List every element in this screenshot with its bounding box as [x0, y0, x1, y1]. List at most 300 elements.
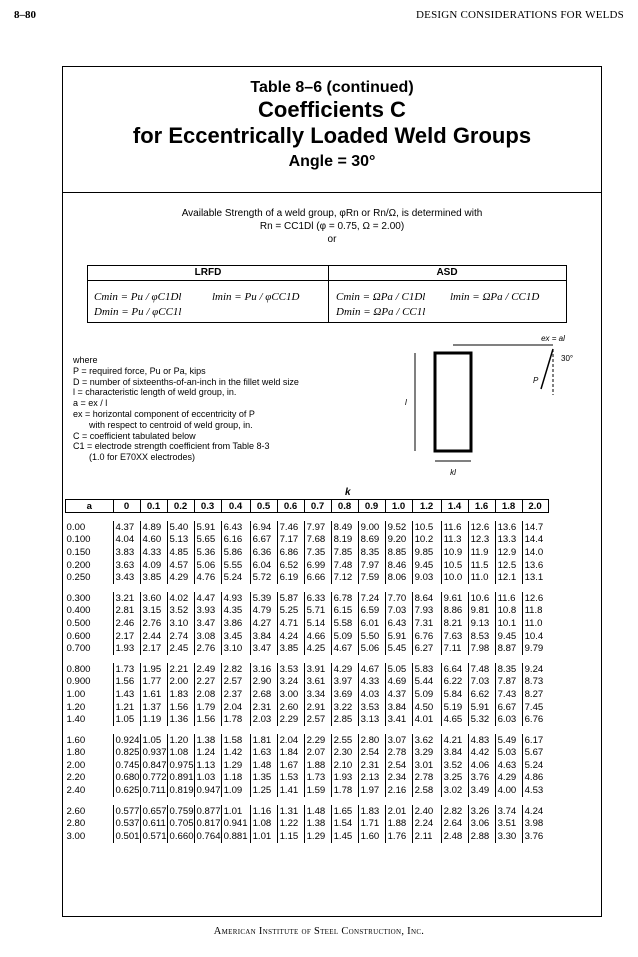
coefficient-cell: 6.16 — [221, 534, 250, 547]
coefficient-cell: 1.77 — [140, 676, 167, 689]
coefficient-cell: 10.8 — [495, 605, 522, 618]
coefficient-cell: 4.89 — [140, 521, 167, 534]
coefficient-cell: 0.881 — [221, 830, 250, 843]
coefficient-cell: 6.52 — [277, 559, 304, 572]
coefficient-cell: 9.45 — [412, 559, 441, 572]
table-row — [66, 521, 549, 534]
coefficient-cell: 1.20 — [167, 734, 194, 747]
table-row — [66, 713, 549, 726]
coefficient-cell: 2.04 — [221, 701, 250, 714]
coefficient-cell: 3.61 — [304, 676, 331, 689]
coefficient-cell: 1.01 — [221, 805, 250, 818]
coefficient-cell: 1.13 — [194, 759, 221, 772]
coefficient-cell: 3.51 — [495, 817, 522, 830]
coefficient-cell: 0.891 — [167, 772, 194, 785]
coefficient-cell: 3.93 — [194, 605, 221, 618]
a-value-cell: 0.800 — [66, 663, 91, 675]
coefficient-cell: 2.16 — [385, 784, 412, 797]
coefficient-cell: 1.21 — [113, 701, 140, 714]
coefficient-cell: 2.46 — [113, 617, 140, 630]
table-row — [66, 617, 549, 630]
coefficient-cell: 1.81 — [250, 734, 277, 747]
coefficient-cell: 3.47 — [250, 642, 277, 655]
coefficient-cell: 11.5 — [468, 559, 495, 572]
where-item: P = required force, Pu or Pa, kips — [73, 365, 206, 376]
coefficient-cell: 2.29 — [277, 713, 304, 726]
coefficient-cell: 2.74 — [167, 630, 194, 643]
weld-rectangle — [435, 353, 471, 451]
coefficient-cell: 2.08 — [194, 688, 221, 701]
coefficient-cell: 6.66 — [304, 571, 331, 584]
coefficient-cell: 9.13 — [468, 617, 495, 630]
coefficient-cell: 11.3 — [441, 534, 468, 547]
coefficient-cell: 3.69 — [331, 688, 358, 701]
coefficient-cell: 2.90 — [250, 676, 277, 689]
coefficient-cell: 1.15 — [277, 830, 304, 843]
coefficient-cell: 1.45 — [331, 830, 358, 843]
table-row — [66, 534, 549, 547]
spacer-cell — [66, 584, 549, 592]
coefficient-cell: 1.48 — [250, 759, 277, 772]
a-value-cell: 0.600 — [66, 630, 91, 642]
coefficient-cell: 4.27 — [250, 617, 277, 630]
coefficient-cell: 3.26 — [468, 805, 495, 818]
table-row — [66, 759, 549, 772]
coefficient-cell: 1.73 — [304, 772, 331, 785]
coefficient-cell: 5.09 — [331, 630, 358, 643]
coefficient-cell: 3.22 — [331, 701, 358, 714]
coefficient-cell: 5.83 — [412, 663, 441, 676]
coefficient-cell: 3.85 — [140, 571, 167, 584]
a-value-cell: 2.40 — [66, 785, 86, 797]
coefficient-cell: 0.537 — [113, 817, 140, 830]
coefficient-cell: 3.63 — [113, 559, 140, 572]
coefficient-cell: 1.24 — [194, 747, 221, 760]
coefficient-cell: 2.76 — [140, 617, 167, 630]
coefficient-cell: 4.37 — [385, 688, 412, 701]
coefficient-cell: 6.27 — [412, 642, 441, 655]
coefficient-cell: 4.29 — [167, 571, 194, 584]
table-row — [66, 676, 549, 689]
coefficient-cell: 2.78 — [412, 772, 441, 785]
coefficient-cell: 2.30 — [331, 747, 358, 760]
coefficient-cell: 2.76 — [194, 642, 221, 655]
coefficient-cell: 6.19 — [277, 571, 304, 584]
coefficient-cell: 7.63 — [441, 630, 468, 643]
coefficient-cell: 4.21 — [441, 734, 468, 747]
coefficient-cell: 7.45 — [522, 701, 548, 714]
coefficient-cell: 7.31 — [412, 617, 441, 630]
column-header: 0 — [113, 500, 140, 513]
coefficient-cell: 1.93 — [113, 642, 140, 655]
coefficient-cell: 0.825 — [113, 747, 140, 760]
coefficient-cell: 5.19 — [441, 701, 468, 714]
coefficient-cell: 9.81 — [468, 605, 495, 618]
column-header: 0.6 — [277, 500, 304, 513]
coefficient-cell: 2.10 — [331, 759, 358, 772]
coefficient-cell: 2.81 — [113, 605, 140, 618]
coefficient-cell: 7.11 — [441, 642, 468, 655]
group-spacer — [66, 726, 549, 734]
coefficient-cell: 0.501 — [113, 830, 140, 843]
coefficient-cell: 3.53 — [358, 701, 385, 714]
coefficient-cell: 12.1 — [495, 571, 522, 584]
angle-label: 30° — [561, 354, 574, 363]
title-block — [63, 79, 601, 171]
coefficient-cell: 7.48 — [331, 559, 358, 572]
coefficient-cell: 9.24 — [522, 663, 548, 676]
spacer-cell — [66, 797, 549, 805]
coefficient-cell: 5.50 — [358, 630, 385, 643]
coefficient-cell: 2.57 — [221, 676, 250, 689]
coefficient-cell: 3.53 — [277, 663, 304, 676]
coefficient-cell: 4.29 — [495, 772, 522, 785]
coefficient-cell: 3.84 — [385, 701, 412, 714]
table-header-row — [66, 500, 549, 513]
coefficient-cell: 5.55 — [221, 559, 250, 572]
table-row — [66, 605, 549, 618]
coefficient-cell: 4.35 — [221, 605, 250, 618]
group-spacer — [66, 584, 549, 592]
coefficient-cell: 3.62 — [412, 734, 441, 747]
coefficient-cell: 5.58 — [331, 617, 358, 630]
coefficient-cell: 4.83 — [468, 734, 495, 747]
coefficient-cell: 2.40 — [412, 805, 441, 818]
coefficient-cell: 2.24 — [412, 817, 441, 830]
coefficient-cell: 2.82 — [221, 663, 250, 676]
coefficient-cell: 5.06 — [358, 642, 385, 655]
coefficient-cell: 0.975 — [167, 759, 194, 772]
coefficient-cell: 5.65 — [194, 534, 221, 547]
coefficient-cell: 7.70 — [385, 592, 412, 605]
coefficient-cell: 1.58 — [221, 734, 250, 747]
coefficient-cell: 3.45 — [221, 630, 250, 643]
coefficient-cell: 8.49 — [331, 521, 358, 534]
coefficient-cell: 6.22 — [441, 676, 468, 689]
coefficient-cell: 14.7 — [522, 521, 548, 534]
where-item: ex = horizontal component of eccentricity of P — [73, 408, 255, 419]
coefficient-cell: 2.68 — [250, 688, 277, 701]
where-item: (1.0 for E70XX electrodes) — [89, 452, 196, 463]
coefficient-cell: 7.68 — [304, 534, 331, 547]
coefficient-cell: 1.41 — [277, 784, 304, 797]
lrfd-lmin-formula: lmin = Pu / φCC1D — [212, 291, 300, 303]
a-value-cell: 0.400 — [66, 605, 91, 617]
coefficient-cell: 4.01 — [412, 713, 441, 726]
table-subtitle: for Eccentrically Loaded Weld Groups — [132, 123, 532, 148]
coefficient-cell: 4.33 — [358, 676, 385, 689]
coefficient-cell: 3.74 — [495, 805, 522, 818]
coefficient-cell: 4.66 — [304, 630, 331, 643]
a-value-cell: 0.500 — [66, 617, 91, 629]
coefficient-cell: 6.04 — [250, 559, 277, 572]
coefficient-cell: 5.09 — [412, 688, 441, 701]
table-row — [66, 734, 549, 747]
coefficient-cell: 4.24 — [522, 805, 548, 818]
coefficient-cell: 1.60 — [358, 830, 385, 843]
coefficient-cell: 8.53 — [468, 630, 495, 643]
coefficient-cell: 4.67 — [358, 663, 385, 676]
a-value-cell: 2.80 — [66, 818, 86, 830]
coefficient-cell: 7.46 — [277, 521, 304, 534]
asd-cmin-formula: Cmin = ΩPa / C1Dl — [336, 291, 426, 303]
coefficient-cell: 3.30 — [495, 830, 522, 843]
coefficient-cell: 4.06 — [468, 759, 495, 772]
coefficient-cell: 5.67 — [522, 747, 548, 760]
coefficient-cell: 1.42 — [221, 747, 250, 760]
coefficient-cell: 1.54 — [331, 817, 358, 830]
coefficient-cell: 13.6 — [522, 559, 548, 572]
coefficient-cell: 6.33 — [304, 592, 331, 605]
coefficient-cell: 3.21 — [113, 592, 140, 605]
coefficient-cell: 3.13 — [358, 713, 385, 726]
coefficient-cell: 9.03 — [412, 571, 441, 584]
coefficient-cell: 8.73 — [522, 676, 548, 689]
coefficient-cell: 3.86 — [221, 617, 250, 630]
k-label: k — [345, 487, 351, 498]
table-number: Table 8–6 (continued) — [250, 79, 414, 96]
coefficient-cell: 5.91 — [468, 701, 495, 714]
coefficient-cell: 3.49 — [468, 784, 495, 797]
coefficient-cell: 0.625 — [113, 784, 140, 797]
coefficient-cell: 3.07 — [385, 734, 412, 747]
group-spacer — [66, 655, 549, 663]
coefficient-cell: 1.16 — [250, 805, 277, 818]
coefficient-cell: 0.611 — [140, 817, 167, 830]
coefficient-cell: 5.45 — [385, 642, 412, 655]
coefficient-cell: 6.67 — [495, 701, 522, 714]
coefficient-cell: 12.6 — [522, 592, 548, 605]
table-row — [66, 747, 549, 760]
l-label: l — [405, 398, 407, 407]
coefficient-cell: 2.00 — [167, 676, 194, 689]
coefficient-cell: 1.05 — [113, 713, 140, 726]
coefficient-cell: 0.937 — [140, 747, 167, 760]
coefficient-cell: 2.31 — [250, 701, 277, 714]
coefficient-cell: 3.10 — [221, 642, 250, 655]
coefficient-cell: 2.01 — [385, 805, 412, 818]
coefficient-cell: 4.09 — [140, 559, 167, 572]
coefficient-cell: 10.5 — [412, 521, 441, 534]
title-divider — [63, 192, 601, 193]
coefficient-cell: 4.50 — [412, 701, 441, 714]
coefficient-cell: 2.78 — [385, 747, 412, 760]
coefficient-cell: 14.4 — [522, 534, 548, 547]
a-value-cell: 0.100 — [66, 534, 91, 546]
coefficient-cell: 2.48 — [441, 830, 468, 843]
coefficient-cell: 1.78 — [331, 784, 358, 797]
coefficient-cell: 2.11 — [412, 830, 441, 843]
coefficient-cell: 1.25 — [250, 784, 277, 797]
coefficient-cell: 9.52 — [385, 521, 412, 534]
coefficient-cell: 3.84 — [250, 630, 277, 643]
coefficient-cell: 4.65 — [441, 713, 468, 726]
coefficient-cell: 4.37 — [113, 521, 140, 534]
coefficient-cell: 9.20 — [385, 534, 412, 547]
coefficient-cell: 1.03 — [194, 772, 221, 785]
where-item: C1 = electrode strength coefficient from Table 8-3 — [73, 441, 270, 452]
available-strength-text — [63, 207, 601, 246]
coefficient-cell: 2.27 — [194, 676, 221, 689]
coefficient-cell: 1.71 — [358, 817, 385, 830]
coefficient-cell: 1.97 — [358, 784, 385, 797]
coefficient-cell: 5.24 — [221, 571, 250, 584]
a-value-cell: 0.250 — [66, 572, 91, 584]
column-header: a — [66, 500, 114, 513]
coefficient-cell: 4.33 — [140, 546, 167, 559]
coefficient-cell: 11.0 — [522, 617, 548, 630]
column-header: 1.4 — [441, 500, 468, 513]
coefficient-cell: 11.6 — [441, 521, 468, 534]
coefficient-cell: 1.61 — [140, 688, 167, 701]
coefficient-cell: 4.67 — [331, 642, 358, 655]
coefficient-cell: 1.08 — [167, 747, 194, 760]
coefficient-cell: 0.764 — [194, 830, 221, 843]
a-value-cell: 1.60 — [66, 734, 86, 746]
coefficient-cell: 7.17 — [277, 534, 304, 547]
coefficient-cell: 6.94 — [250, 521, 277, 534]
table-row — [66, 546, 549, 559]
coefficient-cell: 1.29 — [221, 759, 250, 772]
coefficient-cell: 5.06 — [194, 559, 221, 572]
lrfd-label: LRFD — [194, 267, 222, 278]
table-row — [66, 817, 549, 830]
coefficient-cell: 6.76 — [412, 630, 441, 643]
coefficient-cell: 7.12 — [331, 571, 358, 584]
coefficient-cell: 3.47 — [194, 617, 221, 630]
table-row — [66, 805, 549, 818]
coefficient-cell: 8.35 — [495, 663, 522, 676]
asd-label: ASD — [436, 267, 458, 278]
coefficient-cell: 7.97 — [304, 521, 331, 534]
coefficient-cell: 3.06 — [468, 817, 495, 830]
coefficient-cell: 3.15 — [140, 605, 167, 618]
coefficient-cell: 6.15 — [331, 605, 358, 618]
coefficient-cell: 7.85 — [331, 546, 358, 559]
table-title: Coefficients C — [258, 97, 406, 122]
coefficient-cell: 1.73 — [113, 663, 140, 676]
a-value-cell: 1.40 — [66, 714, 86, 726]
column-header: 2.0 — [522, 500, 548, 513]
coefficient-cell: 4.63 — [495, 759, 522, 772]
coefficient-cell: 1.53 — [277, 772, 304, 785]
coefficient-cell: 5.25 — [277, 605, 304, 618]
ex-label: ex = al — [541, 335, 565, 343]
formula-divider — [328, 266, 329, 322]
coefficient-cell: 3.25 — [441, 772, 468, 785]
coefficient-cell: 3.76 — [522, 830, 548, 843]
table-row — [66, 630, 549, 643]
coefficient-cell: 6.17 — [522, 734, 548, 747]
coefficient-cell: 6.36 — [250, 546, 277, 559]
coefficient-cell: 4.53 — [522, 784, 548, 797]
coefficient-cell: 7.59 — [358, 571, 385, 584]
coefficient-cell: 3.84 — [441, 747, 468, 760]
a-value-cell: 1.80 — [66, 747, 86, 759]
where-block — [73, 355, 299, 463]
column-header: 0.8 — [331, 500, 358, 513]
a-value-cell: 1.00 — [66, 688, 86, 700]
coefficient-cell: 2.80 — [358, 734, 385, 747]
coefficient-cell: 2.91 — [304, 701, 331, 714]
coefficient-cell: 5.49 — [495, 734, 522, 747]
where-item: D = number of sixteenths-of-an-inch in the fillet weld size — [73, 376, 299, 387]
coefficient-cell: 6.78 — [331, 592, 358, 605]
coefficient-cell: 3.34 — [304, 688, 331, 701]
coefficient-cell: 1.36 — [167, 713, 194, 726]
coefficient-cell: 3.01 — [412, 759, 441, 772]
coefficient-cell: 9.00 — [358, 521, 385, 534]
force-arrow — [541, 349, 553, 389]
coefficient-cell: 5.05 — [385, 663, 412, 676]
coefficient-cell: 5.44 — [412, 676, 441, 689]
coefficient-cell: 4.24 — [277, 630, 304, 643]
coefficient-cell: 5.86 — [221, 546, 250, 559]
coefficient-cell: 3.29 — [412, 747, 441, 760]
coefficient-cell: 5.72 — [250, 571, 277, 584]
where-item: with respect to centroid of weld group, in. — [89, 419, 253, 430]
asd-lmin-formula: lmin = ΩPa / CC1D — [450, 291, 540, 303]
table-row — [66, 592, 549, 605]
a-value-cell: 2.20 — [66, 772, 86, 784]
coefficient-cell: 3.08 — [194, 630, 221, 643]
weld-group-diagram — [393, 335, 593, 485]
footer: American Institute of Steel Construction, Inc. — [213, 926, 425, 937]
coefficient-cell: 7.03 — [468, 676, 495, 689]
coefficient-cell: 3.41 — [385, 713, 412, 726]
coefficient-cell: 0.941 — [221, 817, 250, 830]
coefficient-cell: 5.40 — [167, 521, 194, 534]
coefficient-cell: 7.98 — [468, 642, 495, 655]
coefficient-cell: 1.56 — [113, 676, 140, 689]
coefficient-cell: 7.35 — [304, 546, 331, 559]
coefficient-cell: 4.02 — [167, 592, 194, 605]
coefficient-cell: 5.03 — [495, 747, 522, 760]
coefficient-cell: 2.17 — [113, 630, 140, 643]
coefficient-cell: 3.91 — [304, 663, 331, 676]
coefficient-cell: 4.79 — [250, 605, 277, 618]
coefficient-cell: 1.59 — [304, 784, 331, 797]
a-value-cell: 0.900 — [66, 676, 91, 688]
a-value-cell: 2.60 — [66, 805, 86, 817]
coefficient-cell: 1.83 — [358, 805, 385, 818]
coefficient-cell: 9.85 — [412, 546, 441, 559]
coefficient-cell: 1.88 — [304, 759, 331, 772]
kl-label: kl — [450, 468, 456, 477]
coefficient-cell: 0.924 — [113, 734, 140, 747]
coefficient-cell: 13.3 — [495, 534, 522, 547]
coefficient-cell: 4.86 — [522, 772, 548, 785]
coefficient-cell: 0.705 — [167, 817, 194, 830]
coefficient-cell: 2.45 — [167, 642, 194, 655]
coefficient-cell: 2.88 — [468, 830, 495, 843]
coefficient-cell: 7.87 — [495, 676, 522, 689]
available-strength-line3: or — [327, 234, 337, 245]
coefficient-cell: 9.61 — [441, 592, 468, 605]
group-spacer — [66, 797, 549, 805]
spacer-cell — [66, 513, 549, 522]
coefficient-cell: 3.83 — [113, 546, 140, 559]
column-header: 0.2 — [167, 500, 194, 513]
coefficient-cell: 1.79 — [194, 701, 221, 714]
coefficient-cell: 1.38 — [194, 734, 221, 747]
coefficient-cell: 2.57 — [304, 713, 331, 726]
coefficient-cell: 2.60 — [277, 701, 304, 714]
table-row — [66, 830, 549, 843]
coefficient-cell: 0.877 — [194, 805, 221, 818]
coefficient-cell: 4.00 — [495, 784, 522, 797]
coefficient-cell: 8.85 — [385, 546, 412, 559]
